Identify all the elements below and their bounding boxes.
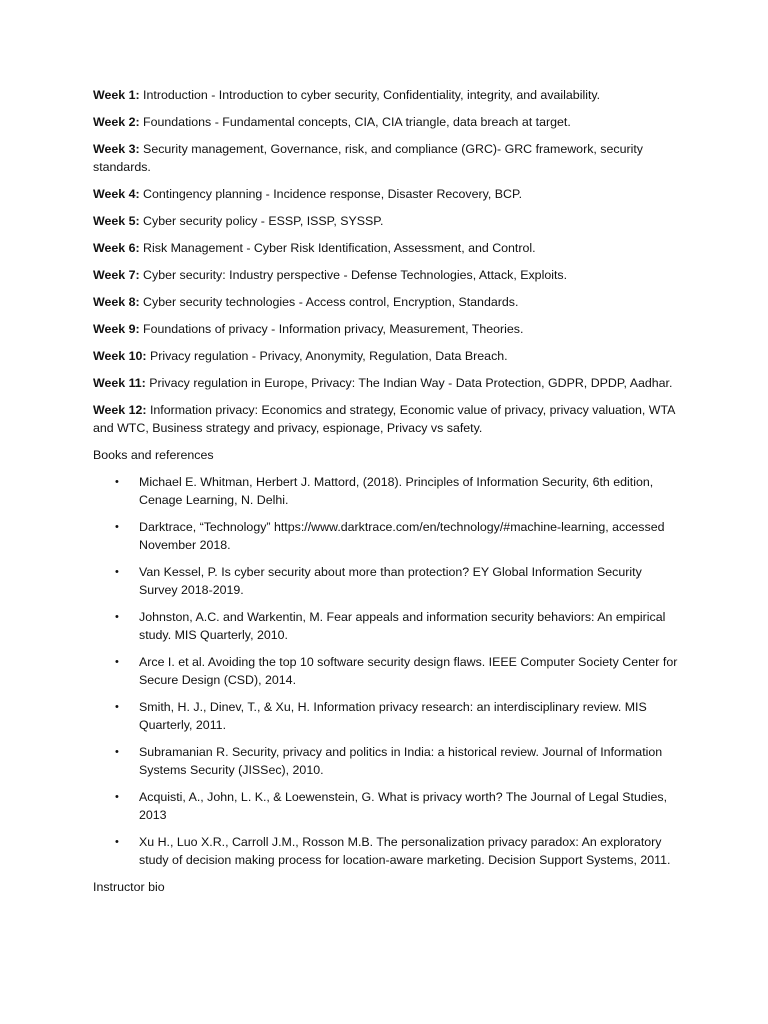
week-item (93, 347, 683, 365)
references-list (93, 473, 683, 869)
reference-item (93, 473, 683, 509)
week-label: Week 11: (93, 376, 146, 390)
reference-item (93, 608, 683, 644)
week-description: Security management, Governance, risk, and compliance (GRC)- GRC framework, security standards. (93, 142, 643, 174)
week-description: Privacy regulation in Europe, Privacy: The Indian Way - Data Protection, GDPR, DPDP, Aadhar. (145, 376, 673, 390)
week-description: Cyber security technologies - Access control, Encryption, Standards. (139, 295, 519, 309)
reference-item (93, 563, 683, 599)
week-label: Week 10: (93, 349, 147, 363)
week-description: Risk Management - Cyber Risk Identification, Assessment, and Control. (139, 241, 536, 255)
reference-text: Arce I. et al. Avoiding the top 10 software security design flaws. IEEE Computer Society Center for Secure Design (CSD), 2014. (139, 655, 678, 687)
week-description: Cyber security policy - ESSP, ISSP, SYSSP. (139, 214, 384, 228)
week-description: Privacy regulation - Privacy, Anonymity, Regulation, Data Breach. (146, 349, 508, 363)
week-item (93, 113, 683, 131)
bullet-icon: • (115, 791, 119, 803)
week-description: Contingency planning - Incidence response, Disaster Recovery, BCP. (139, 187, 523, 201)
reference-text: Acquisti, A., John, L. K., & Loewenstein, G. What is privacy worth? The Journal of Legal Studies, 2013 (139, 790, 668, 822)
bullet-icon: • (115, 836, 119, 848)
week-label: Week 8: (93, 295, 140, 309)
bullet-icon: • (115, 566, 119, 578)
bullet-icon: • (115, 656, 119, 668)
reference-item (93, 653, 683, 689)
reference-text: Van Kessel, P. Is cyber security about more than protection? EY Global Information Security Survey 2018-2019. (139, 565, 642, 597)
week-label: Week 3: (93, 142, 140, 156)
week-label: Week 1: (93, 88, 140, 102)
week-item (93, 212, 683, 230)
reference-text: Michael E. Whitman, Herbert J. Mattord, (2018). Principles of Information Security, 6th edition, Cenage Learning, N. Delhi. (139, 475, 654, 507)
instructor-heading: Instructor bio (93, 880, 165, 894)
week-item (93, 401, 683, 437)
bullet-icon: • (115, 476, 119, 488)
reference-item (93, 788, 683, 824)
week-item (93, 320, 683, 338)
week-label: Week 2: (93, 115, 140, 129)
reference-text: Xu H., Luo X.R., Carroll J.M., Rosson M.B. The personalization privacy paradox: An exploratory study of decision making process for location-aware marketing. Decision Support Systems, 2011. (139, 835, 671, 867)
document-page (93, 86, 683, 905)
week-description: Foundations - Fundamental concepts, CIA, CIA triangle, data breach at target. (139, 115, 571, 129)
week-description: Information privacy: Economics and strategy, Economic value of privacy, privacy valuation, WTA and WTC, Business strategy and privacy, espionage, Privacy vs safety. (93, 403, 675, 435)
bullet-icon: • (115, 701, 119, 713)
bullet-icon: • (115, 521, 119, 533)
week-description: Introduction - Introduction to cyber security, Confidentiality, integrity, and availability. (139, 88, 601, 102)
reference-text: Johnston, A.C. and Warkentin, M. Fear appeals and information security behaviors: An empirical study. MIS Quarterly, 2010. (139, 610, 666, 642)
reference-item (93, 743, 683, 779)
week-item (93, 293, 683, 311)
reference-item (93, 833, 683, 869)
reference-text: Darktrace, “Technology” https://www.darktrace.com/en/technology/#machine-learning, accessed November 2018. (139, 520, 665, 552)
weekly-schedule (93, 86, 683, 437)
week-label: Week 4: (93, 187, 140, 201)
references-heading: Books and references (93, 448, 214, 462)
week-item (93, 185, 683, 203)
reference-item (93, 698, 683, 734)
week-label: Week 6: (93, 241, 140, 255)
week-label: Week 9: (93, 322, 140, 336)
reference-text: Smith, H. J., Dinev, T., & Xu, H. Information privacy research: an interdisciplinary review. MIS Quarterly, 2011. (139, 700, 647, 732)
week-description: Cyber security: Industry perspective - Defense Technologies, Attack, Exploits. (139, 268, 568, 282)
week-item (93, 140, 683, 176)
week-item (93, 239, 683, 257)
reference-item (93, 518, 683, 554)
week-label: Week 5: (93, 214, 140, 228)
week-description: Foundations of privacy - Information privacy, Measurement, Theories. (139, 322, 524, 336)
week-label: Week 12: (93, 403, 147, 417)
week-item (93, 266, 683, 284)
bullet-icon: • (115, 746, 119, 758)
week-item (93, 374, 683, 392)
bullet-icon: • (115, 611, 119, 623)
week-item (93, 86, 683, 104)
week-label: Week 7: (93, 268, 140, 282)
reference-text: Subramanian R. Security, privacy and politics in India: a historical review. Journal of Information Systems Security (JISSec), 2010. (139, 745, 663, 777)
